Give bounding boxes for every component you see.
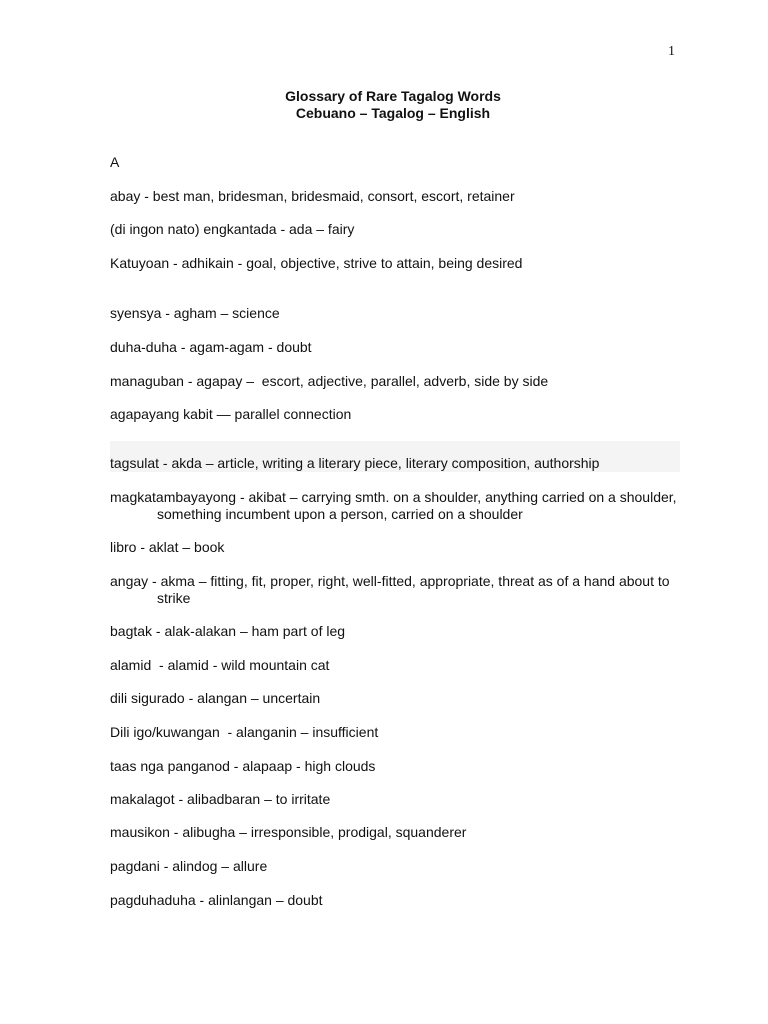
title-line-1: Glossary of Rare Tagalog Words xyxy=(285,88,501,104)
glossary-entry: tagsulat - akda – article, writing a literary piece, literary composition, authorship xyxy=(110,441,680,472)
glossary-entry: duha-duha - agam-agam - doubt xyxy=(110,339,312,355)
glossary-entry: magkatambayayong - akibat – carrying smth. on a shoulder, anything carried on a shoulder, something incumbent upon a person, carried on a shoulder xyxy=(110,489,681,522)
title-line-2: Cebuano – Tagalog – English xyxy=(295,105,491,121)
glossary-entry: Dili igo/kuwangan - alanganin – insufficient xyxy=(110,724,379,740)
glossary-entry: (di ingon nato) engkantada - ada – fairy xyxy=(110,221,355,237)
glossary-entry: pagduhaduha - alinlangan – doubt xyxy=(110,892,323,908)
section-letter: A xyxy=(110,154,120,170)
glossary-entry: libro - aklat – book xyxy=(110,539,225,555)
glossary-entry: Katuyoan - adhikain - goal, objective, strive to attain, being desired xyxy=(110,255,523,271)
glossary-entry: agapayang kabit — parallel connection xyxy=(110,406,352,422)
glossary-entry: taas nga panganod - alapaap - high clouds xyxy=(110,758,376,774)
glossary-entry: alamid - alamid - wild mountain cat xyxy=(110,657,330,673)
glossary-entry: bagtak - alak-alakan – ham part of leg xyxy=(110,623,346,639)
glossary-entries xyxy=(110,154,680,909)
glossary-entry: mausikon - alibugha – irresponsible, prodigal, squanderer xyxy=(110,824,467,840)
page-number: 1 xyxy=(668,44,675,59)
glossary-entry: angay - akma – fitting, fit, proper, right, well-fitted, appropriate, threat as of a hand about to strike xyxy=(110,573,674,606)
glossary-entry: managuban - agapay – escort, adjective, parallel, adverb, side by side xyxy=(110,373,549,389)
glossary-entry: dili sigurado - alangan – uncertain xyxy=(110,690,321,706)
glossary-entry: pagdani - alindog – allure xyxy=(110,858,268,874)
glossary-entry: syensya - agham – science xyxy=(110,305,280,321)
document-title xyxy=(0,88,768,122)
glossary-entry: makalagot - alibadbaran – to irritate xyxy=(110,791,331,807)
glossary-entry: abay - best man, bridesman, bridesmaid, consort, escort, retainer xyxy=(110,188,515,204)
